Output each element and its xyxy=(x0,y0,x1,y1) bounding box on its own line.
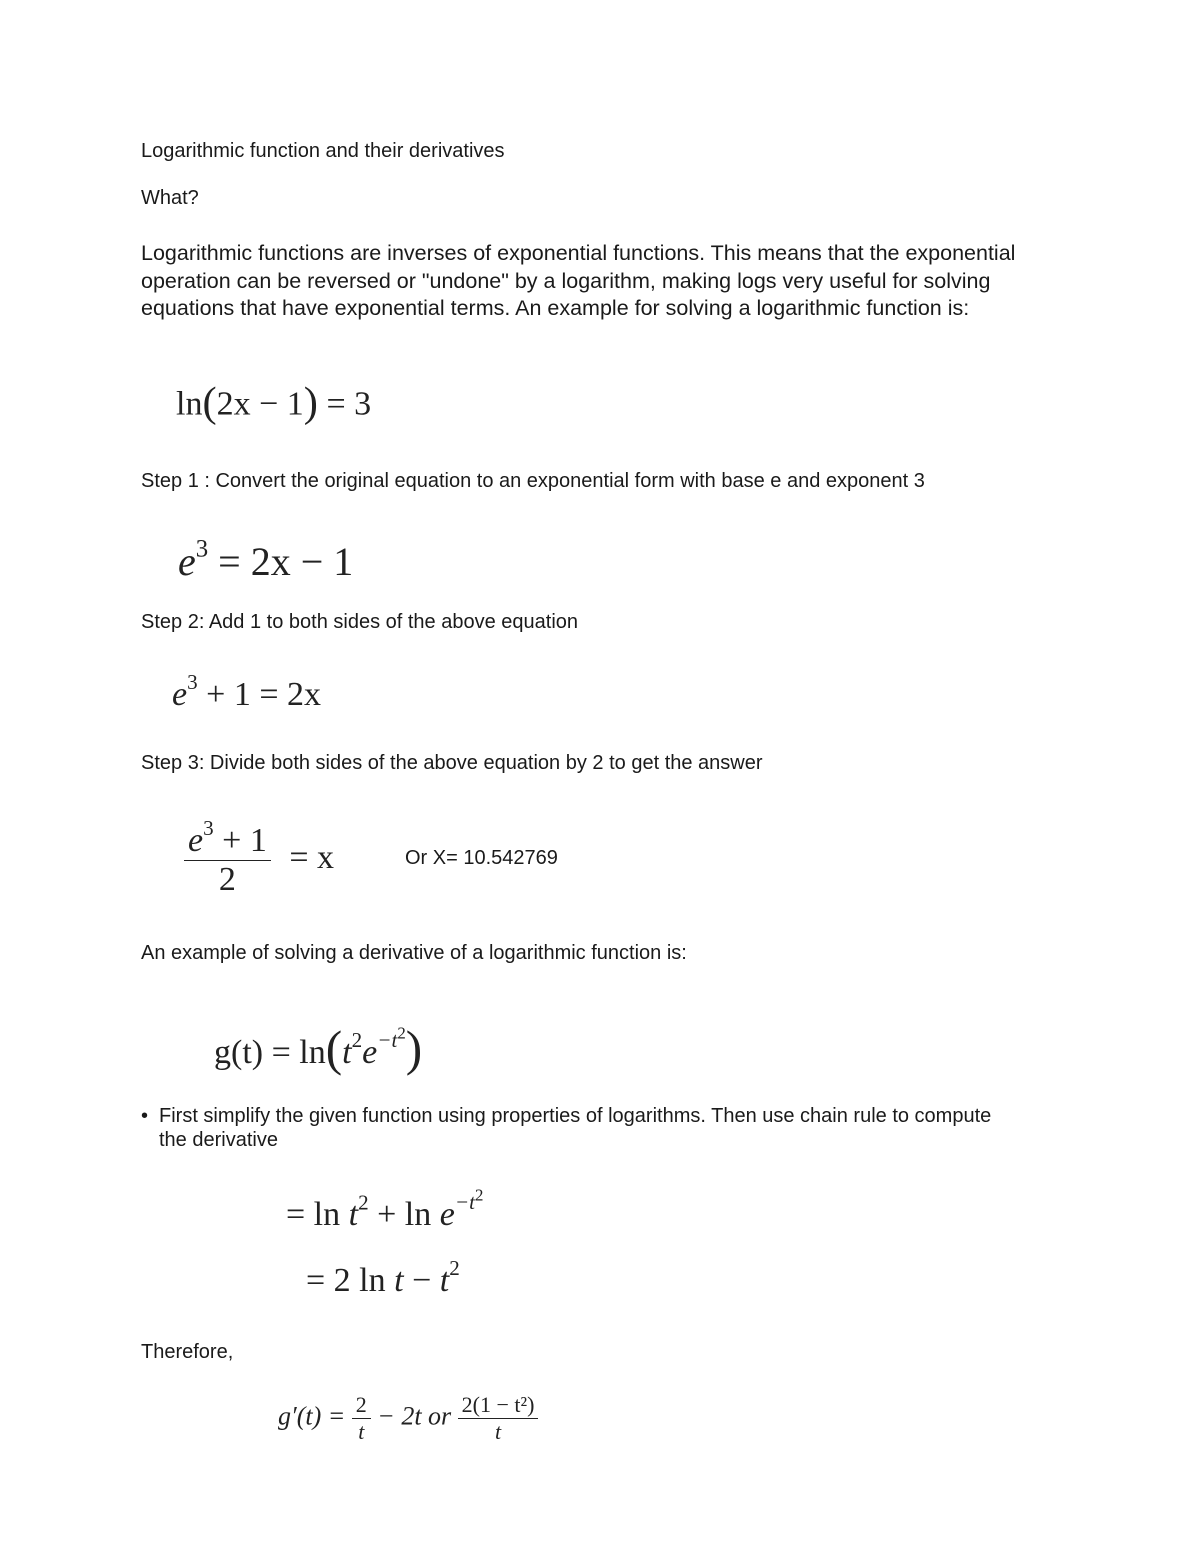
eq5-t-exp: 2 xyxy=(351,1028,363,1053)
bullet-marker: • xyxy=(141,1105,149,1127)
eq1-ln: ln xyxy=(176,385,203,423)
eq6-a: = ln xyxy=(286,1196,349,1234)
equation-e3-plus-1-equals-2x xyxy=(172,670,321,714)
eq5-e-exp: −t xyxy=(377,1028,398,1053)
page-title: Logarithmic function and their derivatives xyxy=(141,140,505,162)
derivative-intro-text: An example of solving a derivative of a logarithmic function is: xyxy=(141,942,687,964)
eq8-f1-den: t xyxy=(352,1418,371,1445)
eq2-exp: 3 xyxy=(195,535,209,563)
eq3-exp: 3 xyxy=(187,670,198,695)
eq8-fraction-1 xyxy=(352,1392,371,1445)
eq8-lhs: g′(t) = xyxy=(278,1401,352,1431)
eq4-numerator xyxy=(184,816,271,860)
eq3-rest: + 1 = 2x xyxy=(206,676,321,713)
eq4-num-rest: + 1 xyxy=(222,822,267,859)
step-3-text: Step 3: Divide both sides of the above equation by 2 to get the answer xyxy=(141,752,763,774)
eq2-rest: = 2x − 1 xyxy=(218,539,354,584)
eq8-f2-num: 2(1 − t²) xyxy=(461,1392,535,1417)
eq5-e-exp2: 2 xyxy=(397,1023,406,1043)
eq6-t: t xyxy=(348,1196,359,1234)
what-heading: What? xyxy=(141,187,199,209)
equation-derivative-result xyxy=(278,1392,538,1445)
equation-g-of-t: $g(t) = \ln(t^2e^{-t^2})$ xyxy=(214,1021,423,1076)
eq6-b: + ln xyxy=(368,1196,440,1234)
intro-paragraph: Logarithmic functions are inverses of exponential functions. This means that the exponential operation can be reversed or "undone" by a logarithm, making logs very useful for solving equations that have exponential terms. An example for solving a logarithmic function is: xyxy=(141,241,1016,320)
eq3-base: e xyxy=(172,676,188,713)
eq8-f2-den: t xyxy=(458,1418,539,1445)
eq8-f1-num: 2 xyxy=(355,1392,367,1417)
eq4-num-base: e xyxy=(188,822,204,859)
equation-fraction-equals-x xyxy=(184,816,335,899)
step-2-text: Step 2: Add 1 to both sides of the above equation xyxy=(141,611,579,633)
eq6-e-exp: −t xyxy=(454,1190,475,1215)
eq6-e-exp2: 2 xyxy=(474,1186,484,1205)
eq1-inner: 2x − 1 xyxy=(216,385,304,423)
eq5-lhs: g(t) = ln xyxy=(214,1034,326,1072)
eq6-e: e xyxy=(439,1196,455,1234)
eq5-t: t xyxy=(342,1034,352,1072)
eq7-t: t xyxy=(394,1262,404,1299)
therefore-text: Therefore, xyxy=(141,1341,234,1363)
eq5-e: e xyxy=(362,1034,378,1072)
eq4-denominator: 2 xyxy=(184,860,271,899)
equation-ln-2x-minus-1: ln(2x − 1) = 3 xyxy=(176,379,372,426)
equation-simplify-step-1 xyxy=(286,1186,484,1234)
answer-note: Or X= 10.542769 xyxy=(405,847,558,869)
eq4-fraction xyxy=(184,816,271,899)
eq8-fraction-2 xyxy=(458,1392,539,1445)
eq4-num-exp: 3 xyxy=(203,816,214,841)
eq7-t2: t xyxy=(439,1262,450,1299)
eq1-rhs: = 3 xyxy=(326,385,372,423)
eq7-t2-exp: 2 xyxy=(449,1256,460,1281)
eq4-rhs: = x xyxy=(289,839,335,877)
eq7-b: − xyxy=(403,1262,440,1299)
equation-e3-equals-2x-minus-1 xyxy=(178,535,354,585)
eq2-base: e xyxy=(178,539,196,584)
bullet-text: First simplify the given function using properties of logarithms. Then use chain rule to compute the derivative xyxy=(159,1105,992,1151)
eq6-t-exp: 2 xyxy=(358,1190,369,1215)
eq7-a: = 2 ln xyxy=(306,1262,395,1299)
eq8-mid: − 2t or xyxy=(377,1401,458,1431)
bullet-item xyxy=(141,1104,1021,1152)
step-1-text: Step 1 : Convert the original equation to an exponential form with base e and exponent 3 xyxy=(141,470,925,492)
equation-simplify-step-2 xyxy=(306,1256,460,1300)
